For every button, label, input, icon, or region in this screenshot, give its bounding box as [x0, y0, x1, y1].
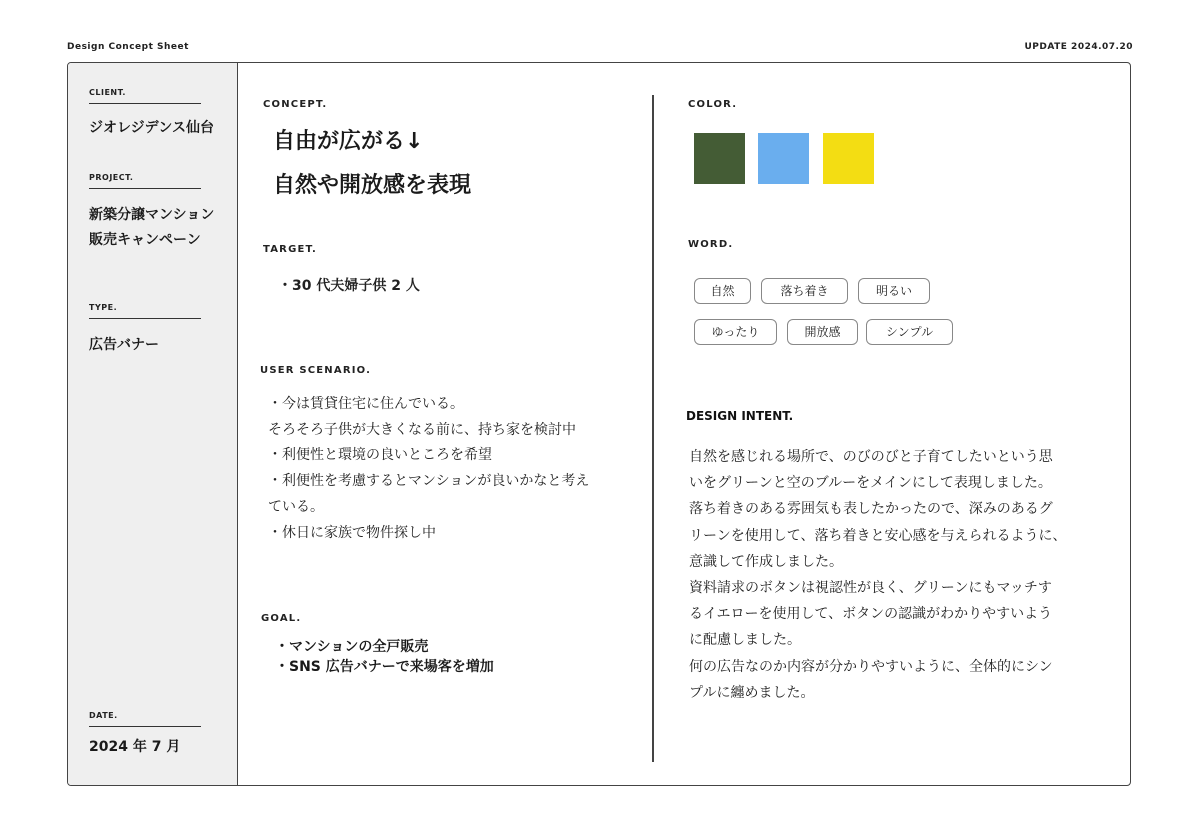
scenario-label: USER SCENARIO.: [260, 365, 372, 376]
sheet-title: Design Concept Sheet: [67, 42, 189, 52]
goal-line: ・マンションの全戸販売: [275, 639, 429, 655]
concept-text: [273, 120, 471, 208]
sidebar: [68, 63, 238, 785]
scenario-line: そろそろ子供が大きくなる前に、持ち家を検討中: [268, 421, 576, 438]
concept-sheet: [67, 62, 1131, 786]
project-line: 販売キャンペーン: [89, 232, 201, 248]
concept-label: CONCEPT.: [263, 99, 328, 110]
column-divider: [652, 95, 654, 762]
intent-line: プルに纏めました。: [689, 684, 815, 701]
word-chip: 落ち着き: [761, 278, 848, 304]
project-value: [89, 203, 214, 253]
design-intent-text: [689, 444, 1109, 706]
color-swatch-green: [694, 133, 745, 184]
intent-line: に配慮しました。: [689, 632, 801, 649]
target-label: TARGET.: [263, 244, 318, 255]
word-chip: 明るい: [858, 278, 930, 304]
scenario-line: ている。: [268, 498, 324, 515]
intent-line: 落ち着きのある雰囲気も表したかったので、深みのあるグ: [689, 501, 1053, 518]
client-label: CLIENT.: [89, 88, 201, 104]
scenario-line: ・休日に家族で物件探し中: [268, 524, 436, 541]
scenario-line: ・利便性を考慮するとマンションが良いかなと考え: [268, 473, 590, 490]
target-value: ・30 代夫婦子供 2 人: [278, 278, 420, 294]
scenario-line: ・今は賃貸住宅に住んでいる。: [268, 396, 464, 412]
goal-label: GOAL.: [261, 613, 302, 624]
goal-line: ・SNS 広告バナーで来場客を増加: [275, 659, 494, 675]
goal-text: [275, 637, 494, 677]
intent-line: 何の広告なのか内容が分かりやすいように、全体的にシン: [689, 658, 1053, 675]
color-swatch-blue: [758, 133, 809, 184]
scenario-text: [268, 392, 589, 546]
concept-line: 自然や開放感を表現: [273, 173, 472, 198]
color-swatch-yellow: [823, 133, 874, 184]
concept-line: 自由が広がる↓: [273, 129, 424, 154]
project-line: 新築分譲マンション: [89, 207, 215, 223]
type-value: 広告バナー: [89, 337, 159, 353]
intent-line: 自然を感じれる場所で、のびのびと子育てしたいという思: [689, 449, 1053, 465]
design-intent-label: DESIGN INTENT.: [686, 409, 794, 423]
intent-line: いをグリーンと空のブルーをメインにして表現しました。: [689, 475, 1052, 492]
project-label: PROJECT.: [89, 173, 201, 189]
date-value: 2024 年 7 月: [89, 739, 181, 755]
intent-line: リーンを使用して、落ち着きと安心感を与えられるように、: [689, 527, 1067, 544]
word-chip: 開放感: [787, 319, 858, 345]
word-chip: 自然: [694, 278, 751, 304]
word-label: WORD.: [688, 239, 734, 250]
intent-line: 資料請求のボタンは視認性が良く、グリーンにもマッチす: [689, 580, 1052, 597]
client-value: ジオレジデンス仙台: [89, 120, 214, 136]
type-label: TYPE.: [89, 303, 201, 319]
intent-line: 意識して作成しました。: [689, 553, 843, 570]
date-label: DATE.: [89, 711, 201, 727]
intent-line: るイエローを使用して、ボタンの認識がわかりやすいよう: [689, 606, 1053, 623]
word-chip: ゆったり: [694, 319, 777, 345]
update-date: UPDATE 2024.07.20: [1024, 42, 1133, 52]
scenario-line: ・利便性と環境の良いところを希望: [268, 447, 492, 464]
word-chip: シンプル: [866, 319, 953, 345]
color-label: COLOR.: [688, 99, 738, 110]
